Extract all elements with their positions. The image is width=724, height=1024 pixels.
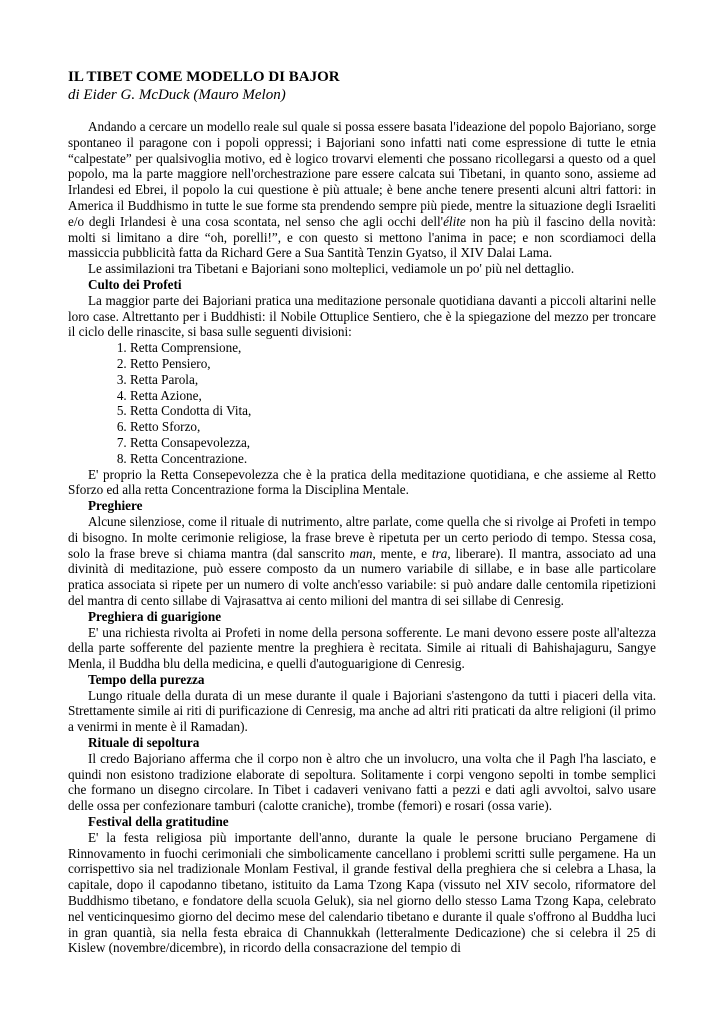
purezza-paragraph: Lungo rituale della durata di un mese durante il quale i Bajoriani s'astengono da tutti i piaceri della vita. Strettamente simile ai riti di purificazione di Cenresig, ma anche ad altri riti praticati da altre religioni (il primo a venirmi in mente è il Ramadan). [68,687,656,735]
preghiere-text-b: , mente, e [372,545,432,561]
noble-path-list [68,340,656,466]
festival-paragraph: E' la festa religiosa più importante dell'anno, durante la quale le persone bruciano Pergamene di Rinnovamento in fuochi cerimoniali che simbolicamente cancellano i problemi scritti sulle pergamene. Ha un corrispettivo sia nel tradizionale Monlam Festival, il grande festival della preghiera che si celebra a Lhasa, la capitale, dopo il capodanno tibetano, istituito da Lama Tzong Kapa (vissuto nel XIV secolo, riformatore del Buddhismo tibetano, e fondatore della scuola Geluk), sia nel giorno dello stesso Lama Tzong Kapa, celebrato nel venticinquesimo giorno del decimo mese del calendario tibetano e durante il quale s'offrono al Buddha luci in gran quantià, sia nella festa ebraica di Channukkah (letteralmente Dedicazione) che si celebra il 25 di Kislew (novembre/dicembre), in ricordo della consacrazione del tempio di [68,829,656,956]
section-heading-sepoltura: Rituale di sepoltura [88,735,200,751]
intro-text-a: Andando a cercare un modello reale sul quale si possa essere basata l'ideazione del popolo Bajoriano, sorge spontaneo il paragone con i popoli oppressi; i Bajoriani sono infatti nati come espressione di tutte le etnia “calpestate” per qualsivoglia motivo, ed è logico trovarvi elementi che possano ricollegarsi a questo od a quel popolo, ma la parte maggiore nell'orchestrazione pare essere calcata sui Tibetani, in quanto sono, assieme ad Irlandesi ed Ebrei, il popolo la cui questione è più attuale; è bene anche tenere presenti alcuni altri fattori: in America il Buddhismo in tutte le sue forme sta prendendo sempre più piede, mentre la situazione degli Israeliti e/o degli Irlandesi è una cosa scontata, nel senso che agli occhi dell' [68,119,656,229]
intro-paragraph-2: Le assimilazioni tra Tibetani e Bajoriani sono molteplici, vediamole un po' più nel dettaglio. [88,261,575,277]
list-item: 4. Retta Azione, [130,388,656,404]
section-heading-purezza: Tempo della purezza [88,671,205,687]
preghiere-paragraph [68,514,656,609]
document-title: IL TIBET COME MODELLO DI BAJOR [68,69,340,85]
list-item: 3. Retta Parola, [130,372,656,388]
preghiere-italic-man: man [349,545,373,561]
culto-paragraph-2: E' proprio la Retta Consepevolezza che è la pratica della meditazione quotidiana, e che assieme al Retto Sforzo ed alla retta Concentrazione forma la Disciplina Mentale. [68,466,656,498]
list-item: 8. Retta Concentrazione. [130,451,656,467]
intro-paragraph [68,119,656,261]
list-item: 7. Retta Consapevolezza, [130,435,656,451]
section-heading-guarigione: Preghiera di guarigione [88,608,222,624]
section-heading-preghiere: Preghiere [88,498,143,514]
intro-text-b: non ha più il fascino della novità: molti si limitano a dire “oh, porelli!”, e con questo si mettono l'anima in pace; e non scordiamoci della massiccia pubblicità fatta da Richard Gere a Sua Santità Tenzin Gyatso, il XIV Dalai Lama. [68,213,656,261]
intro-text-italic: élite [443,213,466,229]
section-heading-festival: Festival della gratitudine [88,814,229,830]
list-item: 1. Retta Comprensione, [130,340,656,356]
list-item: 2. Retto Pensiero, [130,356,656,372]
guarigione-paragraph: E' una richiesta rivolta ai Profeti in nome della persona sofferente. Le mani devono essere poste all'altezza della parte sofferente del paziente mentre la preghiera è recitata. Simile ai rituali di Bahishajaguru, Sangye Menla, il Buddha blu della medicina, e quelli d'autoguarigione di Cenresig. [68,624,656,672]
author-byline: di Eider G. McDuck (Mauro Melon) [68,87,286,103]
preghiere-italic-tra: tra [431,545,448,561]
culto-paragraph: La maggior parte dei Bajoriani pratica una meditazione personale quotidiana davanti a piccoli altarini nelle loro case. Altrettanto per i Buddhisti: il Nobile Ottuplice Sentiero, che è la spiegazione del mezzo per troncare il ciclo delle rinascite, si basa sulle seguenti divisioni: [68,292,656,340]
section-heading-culto: Culto dei Profeti [88,276,182,292]
list-item: 6. Retto Sforzo, [130,419,656,435]
preghiere-text-a: Alcune silenziose, come il rituale di nutrimento, altre parlate, come quella che si rivolge ai Profeti in tempo di bisogno. In molte cerimonie religiose, la frase breve è ripetuta per un certo periodo di tempo. Stessa cosa, solo la frase breve si chiama mantra (dal sanscrito [68,513,656,561]
preghiere-text-c: , liberare). Il mantra, associato ad una divinità di meditazione, può essere composto da un numero variabile di sillabe, e in base alle particolare pratica associata si ripete per un numero di volte anch'esso variabile: si può andare dalle centomila ripetizioni del mantra di cento sillabe di Vajrasattva ai cento milioni del mantra di sei sillabe di Cenresig. [68,545,656,608]
sepoltura-paragraph: Il credo Bajoriano afferma che il corpo non è altro che un involucro, una volta che il Pagh l'ha lasciato, e quindi non esistono tradizione elaborate di sepoltura. Solitamente i corpi vengono sepolti in tombe semplici che formano un disegno circolare. In Tibet i cadaveri venivano fatti a pezzi e dati agli avvoltoi, salvo usare delle ossa per confezionare tamburi (calotte craniche), trombe (femori) e rosari (ossa varie). [68,750,656,814]
document-body [68,119,656,956]
list-item: 5. Retta Condotta di Vita, [130,403,656,419]
